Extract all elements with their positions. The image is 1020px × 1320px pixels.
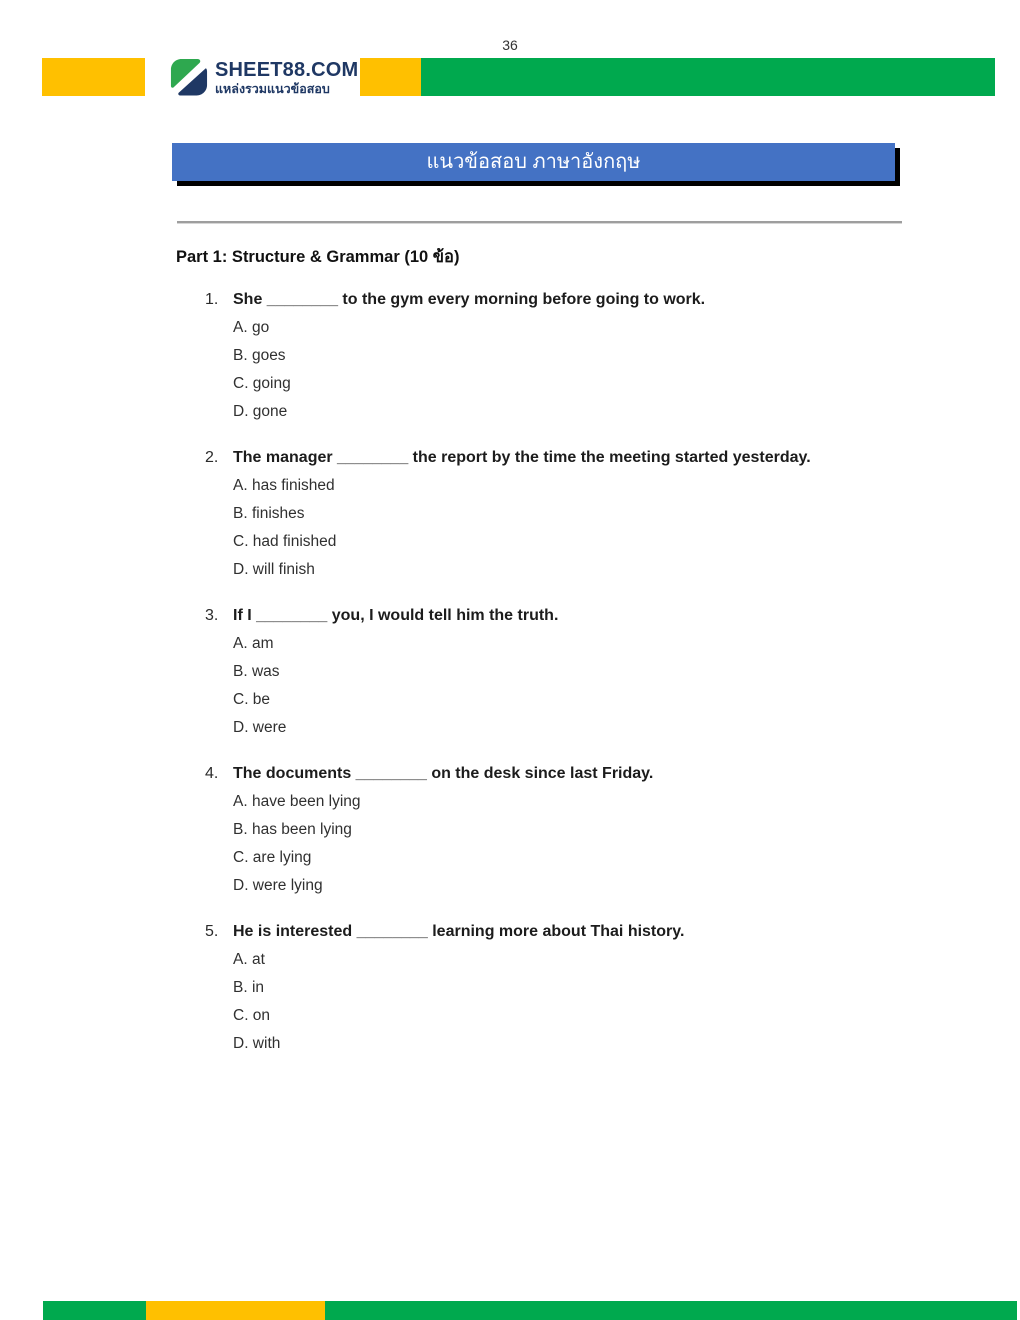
option-a: A. has finished	[233, 477, 335, 494]
question-head	[205, 601, 925, 630]
option-c: C. be	[233, 691, 271, 708]
question-stem: If I ________ you, I would tell him the truth.	[233, 607, 559, 624]
question-stem: She ________ to the gym every morning before going to work.	[233, 291, 706, 308]
options-list	[233, 630, 925, 742]
question-head	[205, 759, 925, 788]
options-list	[233, 472, 925, 584]
section-heading: Part 1: Structure & Grammar (10 ข้อ)	[176, 248, 460, 266]
option-d: D. will finish	[233, 561, 315, 578]
option-b: B. in	[233, 979, 265, 996]
footer-green-bar-right	[325, 1301, 1017, 1320]
option-b: B. finishes	[233, 505, 305, 522]
option-a: A. have been lying	[233, 793, 361, 810]
option-d: D. gone	[233, 403, 288, 420]
brand-logo	[170, 58, 358, 98]
question-head	[205, 917, 925, 946]
brand-subtitle: แหล่งรวมแนวข้อสอบ	[215, 81, 330, 96]
header-yellow-bar-left	[42, 58, 145, 96]
questions-container	[205, 285, 925, 1075]
question-head	[205, 285, 925, 314]
question-stem: The manager ________ the report by the time the meeting started yesterday.	[233, 449, 811, 466]
question-number: 2.	[205, 449, 219, 466]
option-c: C. going	[233, 375, 291, 392]
option-a: A. at	[233, 951, 265, 968]
question-block	[205, 917, 925, 1058]
question-head	[205, 443, 925, 472]
footer-green-bar-left	[43, 1301, 146, 1320]
option-d: D. were	[233, 719, 287, 736]
question-number: 4.	[205, 765, 219, 782]
page-number: 36	[502, 37, 518, 53]
horizontal-divider	[177, 221, 902, 224]
question-number: 3.	[205, 607, 219, 624]
question-stem: The documents ________ on the desk since last Friday.	[233, 765, 654, 782]
options-list	[233, 314, 925, 426]
option-d: D. were lying	[233, 877, 323, 894]
option-a: A. am	[233, 635, 274, 652]
brand-title: SHEET88.COM	[215, 58, 359, 81]
sheet88-s-logo-icon	[170, 58, 208, 98]
option-d: D. with	[233, 1035, 281, 1052]
header-green-bar	[421, 58, 995, 96]
question-number: 1.	[205, 291, 219, 308]
footer-yellow-bar	[146, 1301, 325, 1320]
question-number: 5.	[205, 923, 219, 940]
question-block	[205, 443, 925, 584]
brand-text	[215, 60, 358, 96]
options-list	[233, 946, 925, 1058]
question-block	[205, 601, 925, 742]
exam-title-banner: แนวข้อสอบ ภาษาอังกฤษ	[172, 143, 895, 181]
option-b: B. was	[233, 663, 280, 680]
option-c: C. on	[233, 1007, 271, 1024]
question-block	[205, 285, 925, 426]
option-b: B. goes	[233, 347, 286, 364]
header-yellow-bar-mid	[360, 58, 421, 96]
option-b: B. has been lying	[233, 821, 352, 838]
option-a: A. go	[233, 319, 270, 336]
question-stem: He is interested ________ learning more about Thai history.	[233, 923, 685, 940]
option-c: C. had finished	[233, 533, 337, 550]
options-list	[233, 788, 925, 900]
option-c: C. are lying	[233, 849, 312, 866]
question-block	[205, 759, 925, 900]
